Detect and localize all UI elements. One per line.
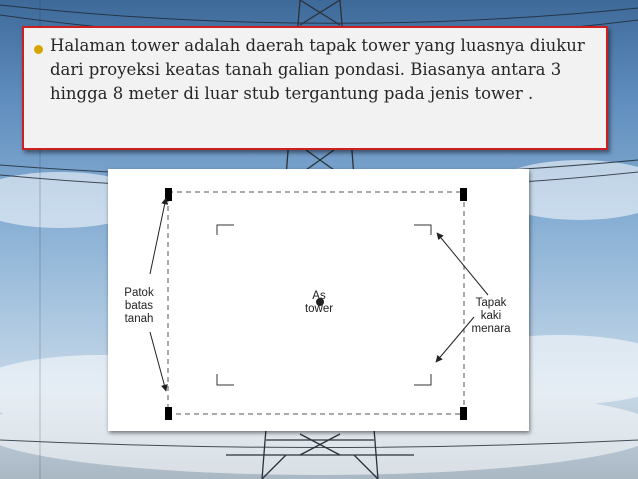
arrow-patok-top bbox=[150, 198, 166, 274]
label-patok-batas-tanah: Patok batas tanah bbox=[124, 287, 154, 325]
foot-top-left bbox=[217, 225, 234, 235]
label-tapak-kaki-menara: Tapak kaki menara bbox=[471, 297, 511, 335]
foot-bottom-left bbox=[217, 374, 234, 385]
peg-bottom-right bbox=[460, 407, 467, 420]
peg-top-right bbox=[460, 188, 467, 201]
text-box bbox=[22, 26, 608, 150]
bullet-paragraph: Halaman tower adalah daerah tapak tower yang luasnya diukur dari proyeksi keatas tanah galian pondasi. Biasanya antara 3 hingga 8 meter di luar stub tergantung pada jenis tower . bbox=[50, 36, 585, 103]
foot-top-right bbox=[414, 225, 431, 235]
tower-yard-diagram bbox=[108, 169, 529, 431]
peg-bottom-left bbox=[165, 407, 172, 420]
label-as-tower: As tower bbox=[304, 290, 334, 315]
arrow-tapak-top bbox=[437, 233, 488, 295]
foot-bottom-right bbox=[414, 374, 431, 385]
bullet-icon bbox=[34, 45, 43, 54]
arrow-patok-bottom bbox=[150, 332, 166, 391]
